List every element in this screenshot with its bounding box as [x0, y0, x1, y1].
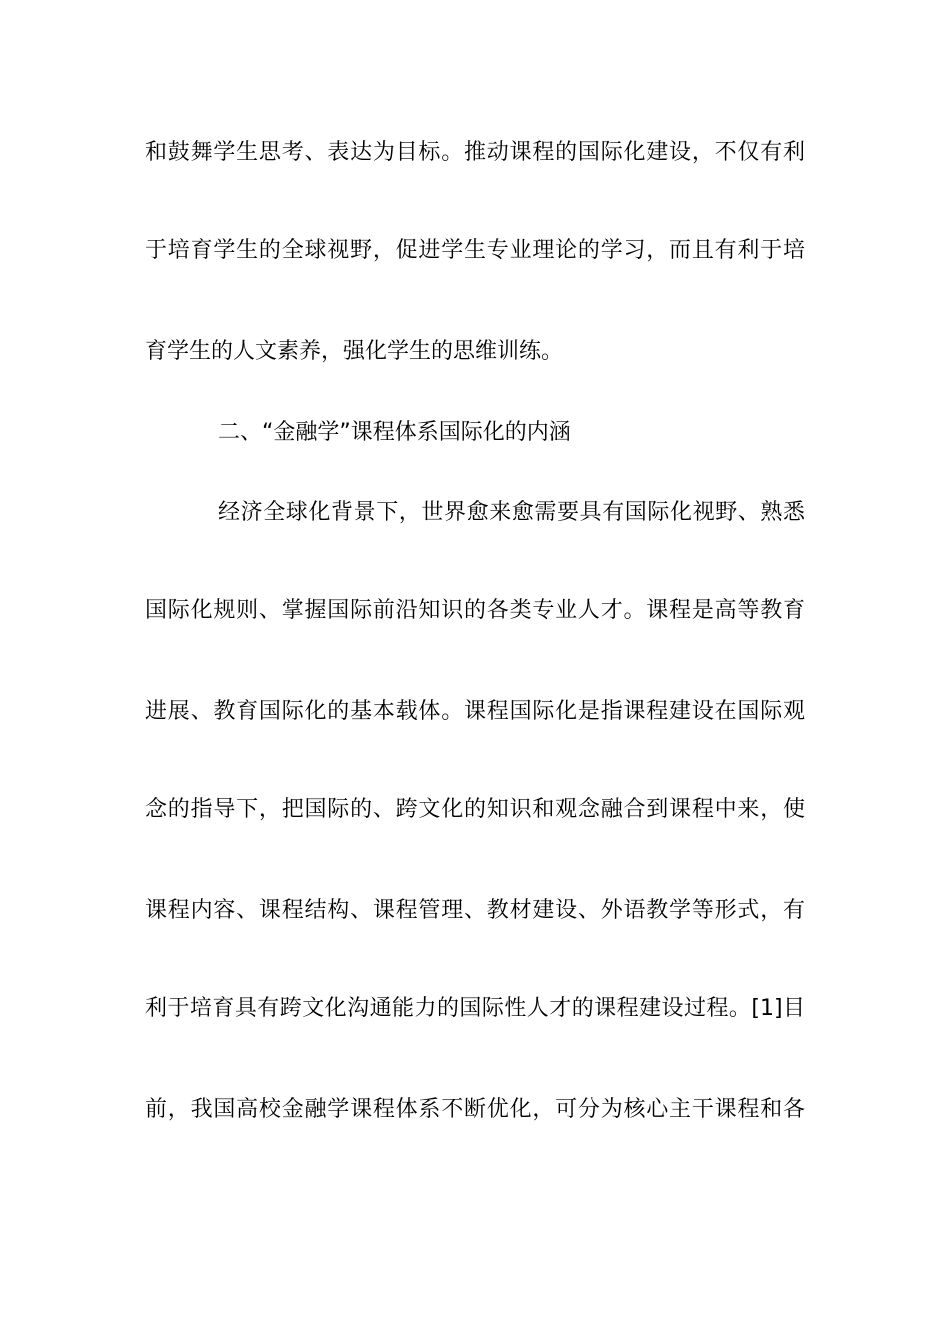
- paragraph-1-line-1: 和鼓舞学生思考、表达为目标。推动课程的国际化建设，不仅有利: [145, 140, 805, 165]
- paragraph-2-line-3: 进展、教育国际化的基本载体。课程国际化是指课程建设在国际观: [145, 699, 805, 724]
- paragraph-2-line-7: 前，我国高校金融学课程体系不断优化，可分为核心主干课程和各: [145, 1097, 805, 1122]
- paragraph-2-line-6: 利于培育具有跨文化沟通能力的国际性人才的课程建设过程。[1]目: [145, 996, 805, 1021]
- paragraph-1-line-2: 于培育学生的全球视野，促进学生专业理论的学习，而且有利于培: [145, 238, 805, 263]
- paragraph-2-line-1: 经济全球化背景下，世界愈来愈需要具有国际化视野、熟悉: [218, 500, 805, 525]
- paragraph-2-line-4: 念的指导下，把国际的、跨文化的知识和观念融合到课程中来，使: [145, 797, 805, 822]
- section-heading: 二、“金融学”课程体系国际化的内涵: [218, 420, 571, 445]
- paragraph-2-line-2: 国际化规则、掌握国际前沿知识的各类专业人才。课程是高等教育: [145, 598, 805, 623]
- paragraph-1-line-3: 育学生的人文素养，强化学生的思维训练。: [145, 339, 564, 364]
- paragraph-2-line-5: 课程内容、课程结构、课程管理、教材建设、外语教学等形式，有: [145, 898, 805, 923]
